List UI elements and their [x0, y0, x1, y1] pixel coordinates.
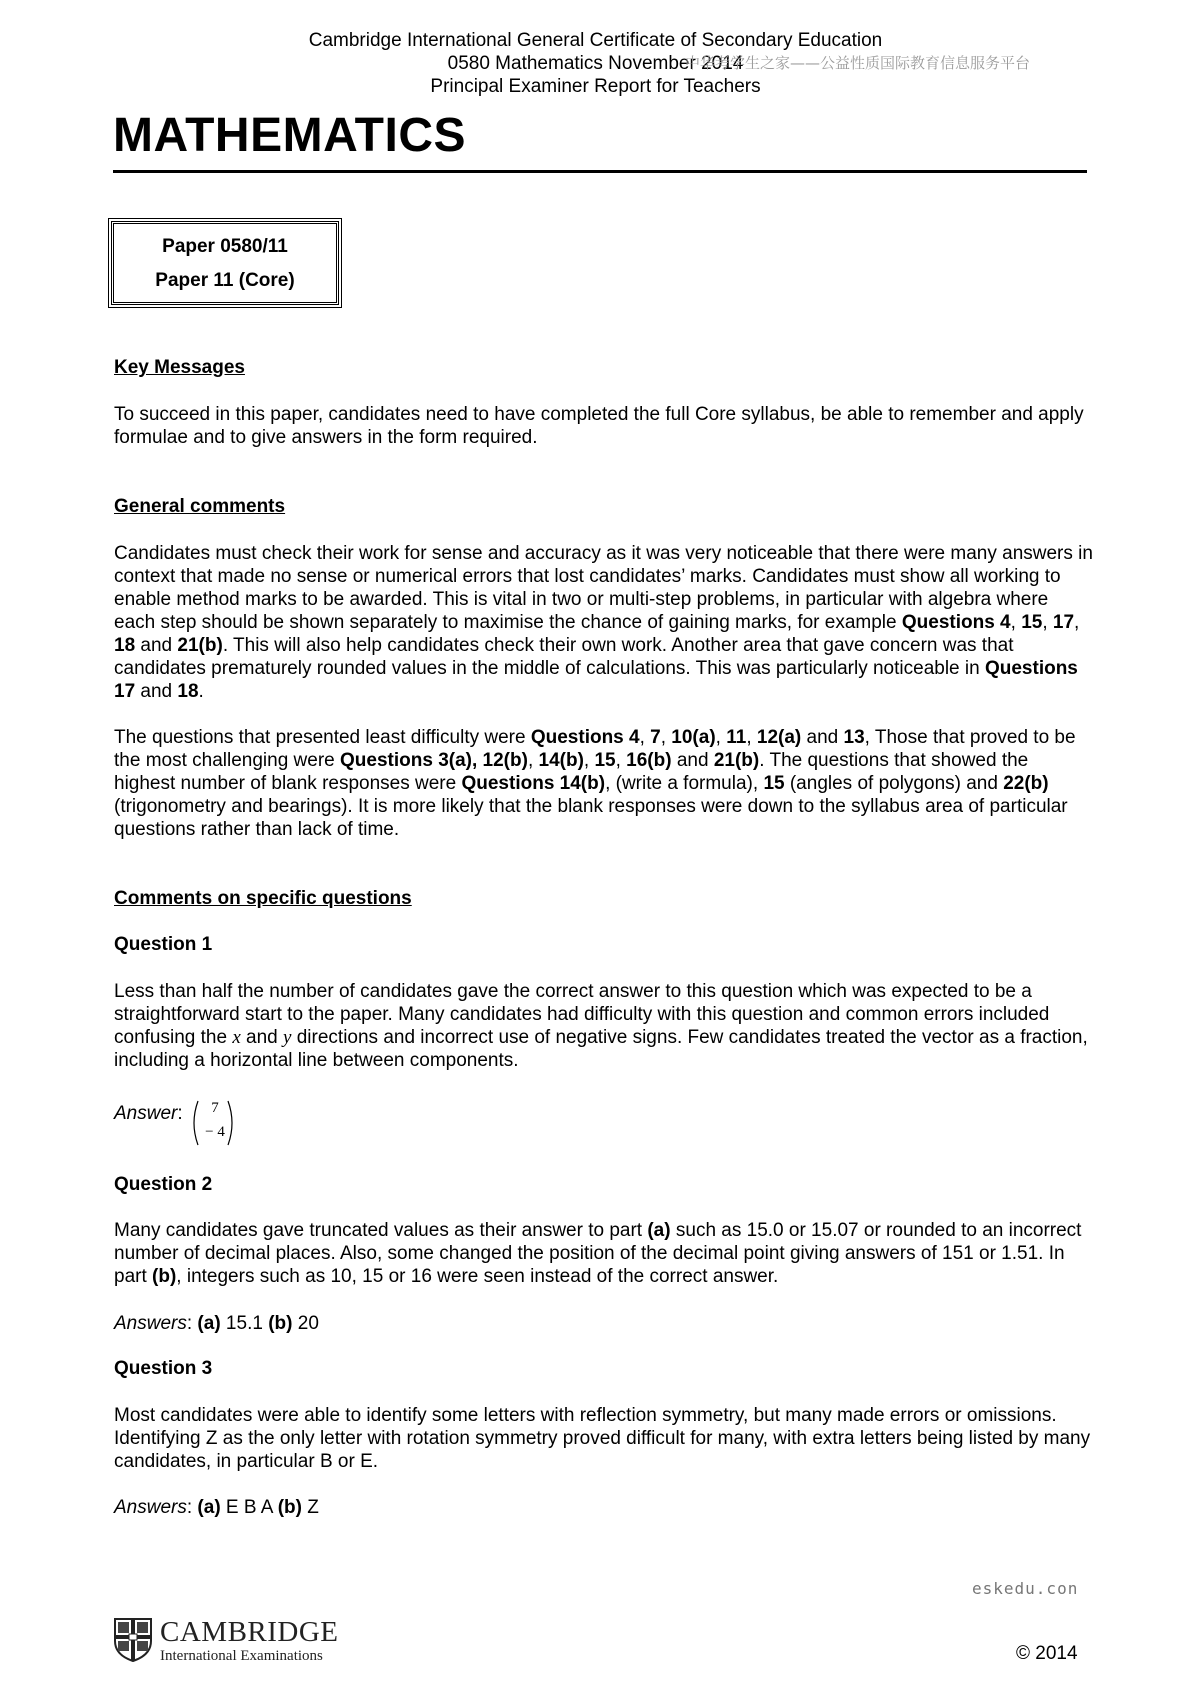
general-comments-heading: General comments: [114, 496, 286, 517]
question-2-title: Question 2: [114, 1174, 213, 1195]
specific-questions-heading: Comments on specific questions: [114, 888, 412, 909]
question-2-answer: Answers: (a) 15.1 (b) 20: [114, 1313, 319, 1334]
answer-vector: [189, 1098, 237, 1148]
logo-name: CAMBRIDGE: [160, 1616, 339, 1648]
question-1-title: Question 1: [114, 934, 213, 955]
question-3-title: Question 3: [114, 1358, 213, 1379]
paper-box: [111, 221, 339, 305]
question-2-text: Many candidates gave truncated values as their answer to part (a) such as 15.0 or 15.07 or rounded to an incorrect number of decimal places. Also, some changed the position of the decimal point giving answers of 151 or 1.51. In part (b), integers such as 10, 15 or 16 were seen instead of the correct answer.: [114, 1220, 1082, 1287]
page-title: MATHEMATICS: [113, 109, 467, 162]
question-3-text: Most candidates were able to identify some letters with reflection symmetry, but many made errors or omissions. Identifying Z as the only letter with rotation symmetry proved difficult for many, with extra letters being listed by many candidates, in particular B or E.: [114, 1405, 1091, 1472]
shield-icon: [113, 1617, 153, 1663]
vector-top: 7: [211, 1100, 219, 1116]
paper-code: Paper 0580/11: [162, 236, 288, 257]
site-watermark: eskedu.con: [972, 1579, 1079, 1598]
question-3-answer: Answers: (a) E B A (b) Z: [114, 1497, 319, 1518]
header-line-1: Cambridge International General Certificate of Secondary Education: [308, 30, 883, 51]
cambridge-logo: [113, 1617, 353, 1665]
title-divider: [113, 170, 1087, 173]
key-messages-text: To succeed in this paper, candidates need to have completed the full Core syllabus, be able to remember and apply formulae and to give answers in the form required.: [114, 404, 1084, 448]
vector-bottom: − 4: [205, 1124, 225, 1140]
logo-subtitle: International Examinations: [160, 1648, 323, 1664]
watermark-text: 中华考学生之家——公益性质国际教育信息服务平台: [685, 54, 1031, 72]
header-line-3: Principal Examiner Report for Teachers: [430, 76, 761, 97]
copyright: © 2014: [1016, 1643, 1078, 1664]
key-messages-heading: Key Messages: [114, 357, 245, 378]
question-1-text: Less than half the number of candidates gave the correct answer to this question which was expected to be a straightforward start to the paper. Many candidates had difficulty with this question and common errors included confusing the x and y directions and incorrect use of negative signs. Few candidates treated the vector as a fraction, including a horizontal line between components.: [114, 981, 1088, 1071]
paper-name: Paper 11 (Core): [155, 270, 295, 291]
general-comments-paragraph-1: Candidates must check their work for sense and accuracy as it was very noticeable that there were many answers in context that made no sense or numerical errors that lost candidates’ marks. Candidates must show all working to enable method marks to be awarded. This is vital in two or multi-step problems, in particular with algebra where each step should be shown separately to maximise the chance of gaining marks, for example Questions 4, 15, 17, 18 and 21(b). This will also help candidates check their own work. Another area that gave concern was that candidates prematurely rounded values in the middle of calculations. This was particularly noticeable in Questions 17 and 18.: [114, 543, 1093, 702]
general-comments-paragraph-2: The questions that presented least difficulty were Questions 4, 7, 10(a), 11, 12(a) and 13, Those that proved to be the most challenging were Questions 3(a), 12(b), 14(b), 15, 16(b) and 21(b). The questions that showed the highest number of blank responses were Questions 14(b), (write a formula), 15 (angles of polygons) and 22(b) (trigonometry and bearings). It is more likely that the blank responses were down to the syllabus area of particular questions rather than lack of time.: [114, 727, 1076, 840]
question-1-answer: Answer:: [114, 1103, 183, 1124]
header-line-2: 0580 Mathematics November 2014: [447, 53, 744, 74]
